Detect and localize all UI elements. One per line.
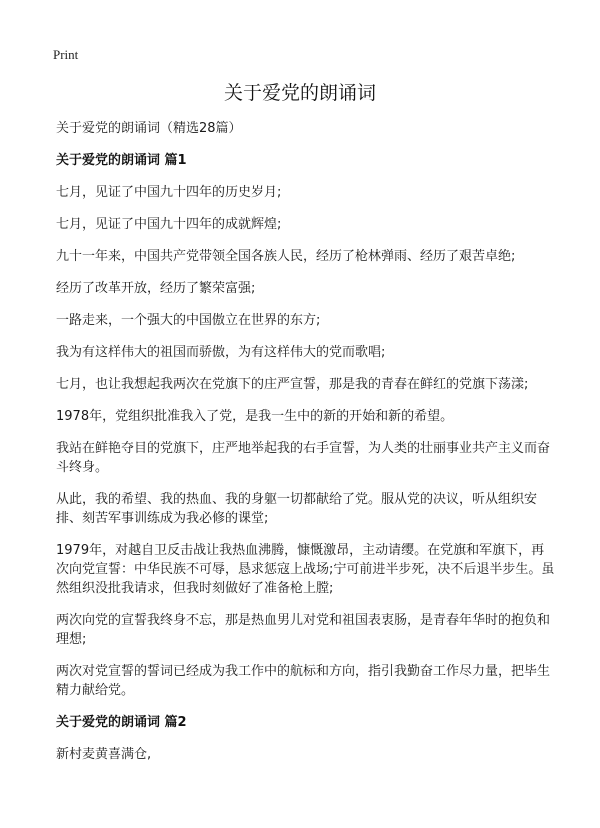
document-title: 关于爱党的朗诵词: [223, 82, 376, 104]
paragraph: 从此，我的希望、我的热血、我的身躯一切都献给了党。服从党的决议，听从组织安排、刻苦军事训练成为我必修的课堂;: [56, 492, 538, 526]
paragraph: 经历了改革开放，经历了繁荣富强;: [56, 281, 256, 296]
document-subtitle: 关于爱党的朗诵词（精选28篇）: [56, 121, 242, 136]
paragraph: 1978年，党组织批准我入了党，是我一生中的新的开始和新的希望。: [56, 409, 454, 424]
paragraph: 我为有这样伟大的祖国而骄傲，为有这样伟大的党而歌唱;: [56, 345, 386, 360]
paragraph: 两次对党宣誓的誓词已经成为我工作中的航标和方向，指引我勤奋工作尽力量，把毕生精力献给党。: [56, 664, 551, 698]
paragraph: 新村麦黄喜满仓,: [56, 747, 152, 762]
paragraph: 七月，也让我想起我两次在党旗下的庄严宣誓，那是我的青春在鲜红的党旗下荡漾;: [56, 377, 529, 392]
section-heading-1: 关于爱党的朗诵词 篇1: [56, 153, 187, 168]
paragraph: 七月，见证了中国九十四年的成就辉煌;: [56, 217, 282, 232]
paragraph: 一路走来，一个强大的中国傲立在世界的东方;: [56, 313, 321, 328]
document-body: [56, 119, 556, 777]
paragraph: 七月，见证了中国九十四年的历史岁月;: [56, 185, 282, 200]
paragraph: 我站在鲜艳夺目的党旗下，庄严地举起我的右手宣誓，为人类的壮丽事业共产主义而奋斗终身。: [56, 441, 551, 475]
print-label: Print: [53, 47, 79, 62]
section-heading-2: 关于爱党的朗诵词 篇2: [56, 715, 187, 730]
paragraph: 两次向党的宣誓我终身不忘，那是热血男儿对党和祖国表衷肠，是青春年华时的抱负和理想;: [56, 613, 551, 647]
paragraph: 1979年，对越自卫反击战让我热血沸腾，慷慨激昂，主动请缨。在党旗和军旗下，再次向党宣誓：中华民族不可辱，恳求惩寇上战场;宁可前进半步死，决不后退半步生。虽然组织没批我请求，但我时刻做好了准备枪上膛;: [56, 543, 555, 596]
paragraph: 九十一年来，中国共产党带领全国各族人民，经历了枪林弹雨、经历了艰苦卓绝;: [56, 249, 516, 264]
